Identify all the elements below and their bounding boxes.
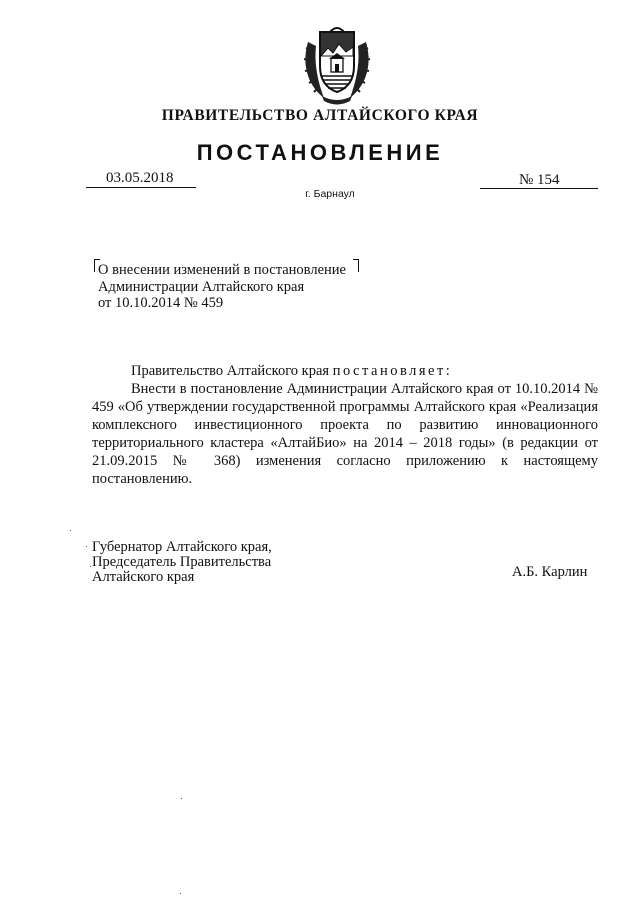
document-city: г. Барнаул: [305, 188, 355, 200]
signatory-position: [92, 540, 272, 584]
organization-title: ПРАВИТЕЛЬСТВО АЛТАЙСКОГО КРАЯ: [161, 107, 479, 124]
coat-of-arms-emblem: [300, 22, 374, 106]
scan-speck: [180, 893, 181, 894]
resolve-paragraph: [92, 362, 598, 380]
signatory-name: А.Б. Карлин: [512, 564, 588, 580]
main-paragraph: Внести в постановление Администрации Алтайского края от 10.10.2014 № 459 «Об утверждении государственной программы Алтайского края «Реализация комплексного инвестиционного проекта по развитию инновационного территориального кластера «АлтайБио» на 2014 – 2018 годы» (в редакции от 21.09.2015 № 368) изменения согласно приложению к настоящему постановлению.: [92, 381, 598, 487]
document-subject: [98, 262, 346, 312]
scan-speck: [70, 530, 71, 531]
resolve-prefix: Правительство Алтайского края: [131, 363, 333, 379]
document-body: [92, 362, 598, 488]
signatory-position-line: Алтайского края: [92, 568, 195, 585]
signatory-position-line: Губернатор Алтайского края,: [92, 539, 272, 555]
document-number: № 154: [519, 172, 560, 188]
scan-speck: [90, 566, 91, 567]
subject-line: Администрации Алтайского края: [98, 278, 305, 295]
subject-line: от 10.10.2014 № 459: [98, 295, 224, 311]
signatory-position-line: Председатель Правительства: [92, 553, 272, 570]
document-date: 03.05.2018: [106, 170, 174, 186]
document-type-title: ПОСТАНОВЛЕНИЕ: [196, 140, 444, 165]
scan-speck: [181, 798, 182, 799]
resolve-word: постановляет:: [332, 363, 453, 379]
scan-speck: [86, 546, 87, 547]
subject-line: О внесении изменений в постановление: [98, 262, 346, 278]
subject-corner-right: [353, 259, 359, 272]
